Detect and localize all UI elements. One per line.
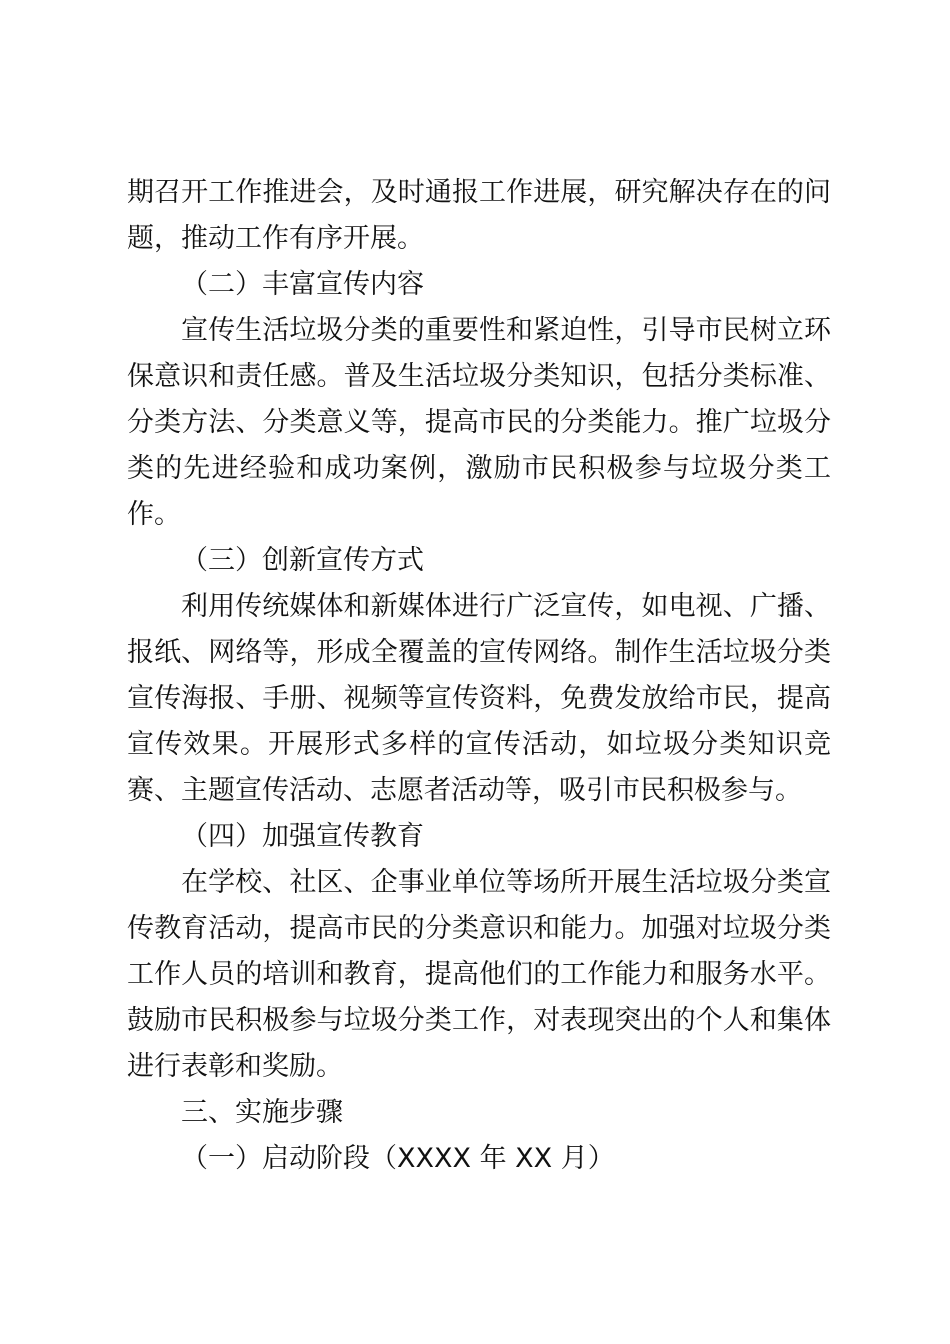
paragraph-enrich-content: 宣传生活垃圾分类的重要性和紧迫性，引导市民树立环保意识和责任感。普及生活垃圾分类知识，包括分类标准、分类方法、分类意义等，提高市民的分类能力。推广垃圾分类的先进经验和成功案例，激励市民积极参与垃圾分类工作。	[127, 315, 831, 530]
subheading-launch-phase: （一）启动阶段（XXXX 年 XX 月）	[181, 1143, 615, 1174]
paragraph-innovate-methods: 利用传统媒体和新媒体进行广泛宣传，如电视、广播、报纸、网络等，形成全覆盖的宣传网络。制作生活垃圾分类宣传海报、手册、视频等宣传资料，免费发放给市民，提高宣传效果。开展形式多样的宣传活动，如垃圾分类知识竞赛、主题宣传活动、志愿者活动等，吸引市民积极参与。	[127, 591, 831, 806]
document-page	[127, 170, 831, 1182]
section-heading-implementation-steps: 三、实施步骤	[181, 1097, 343, 1128]
subheading-innovate-methods: （三）创新宣传方式	[181, 545, 424, 576]
subheading-strengthen-education: （四）加强宣传教育	[181, 821, 424, 852]
subheading-enrich-content: （二）丰富宣传内容	[181, 269, 424, 300]
paragraph-strengthen-education: 在学校、社区、企事业单位等场所开展生活垃圾分类宣传教育活动，提高市民的分类意识和能力。加强对垃圾分类工作人员的培训和教育，提高他们的工作能力和服务水平。鼓励市民积极参与垃圾分类工作，对表现突出的个人和集体进行表彰和奖励。	[127, 867, 831, 1082]
paragraph-continued: 期召开工作推进会，及时通报工作进展，研究解决存在的问题，推动工作有序开展。	[127, 177, 831, 254]
